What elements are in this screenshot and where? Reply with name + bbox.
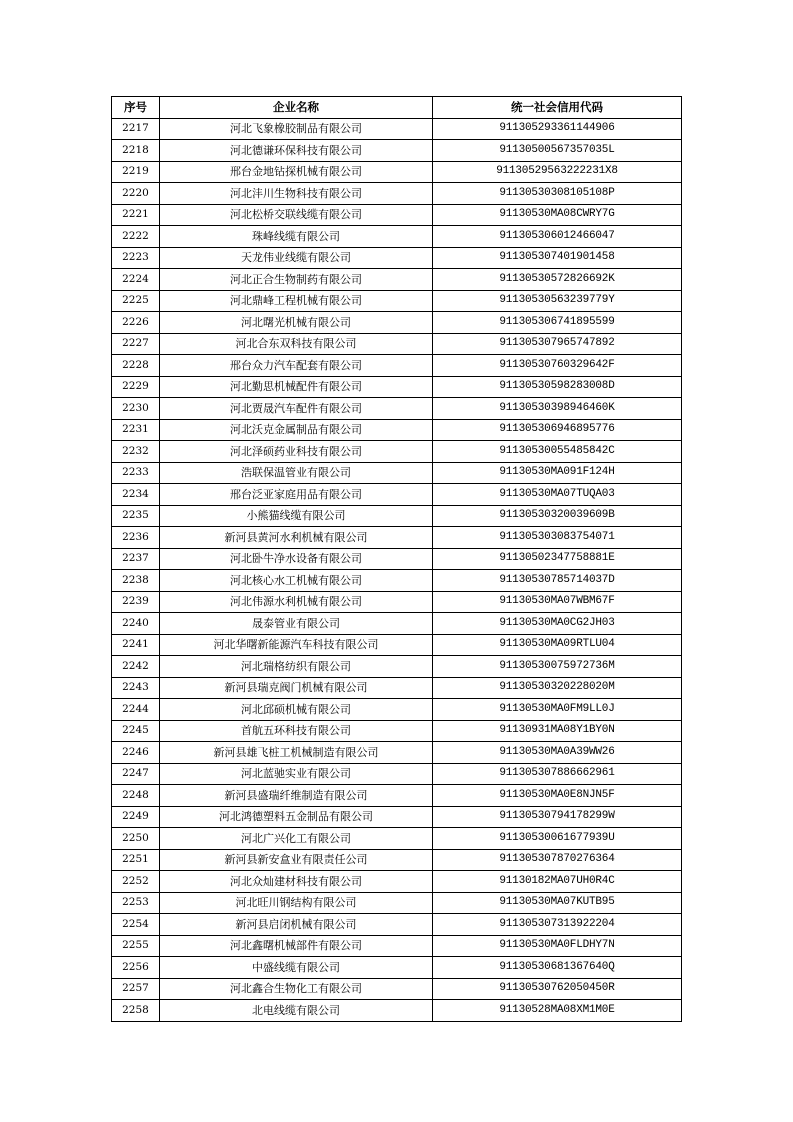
- serial-number-cell: 2242: [112, 656, 160, 678]
- table-row: [112, 828, 682, 850]
- serial-number-cell: 2217: [112, 118, 160, 140]
- credit-code-cell: 91130530320039609B: [433, 505, 682, 527]
- serial-number-cell: 2253: [112, 892, 160, 914]
- table-row: [112, 785, 682, 807]
- company-name-cell: 河北广兴化工有限公司: [160, 828, 433, 850]
- company-list-page: [111, 96, 681, 1022]
- table-row: [112, 548, 682, 570]
- serial-number-cell: 2227: [112, 333, 160, 355]
- header-serial-number: 序号: [112, 97, 160, 119]
- serial-number-cell: 2252: [112, 871, 160, 893]
- serial-number-cell: 2235: [112, 505, 160, 527]
- company-table: [111, 96, 682, 1022]
- serial-number-cell: 2241: [112, 634, 160, 656]
- serial-number-cell: 2234: [112, 484, 160, 506]
- table-row: [112, 355, 682, 377]
- company-name-cell: 河北旺川钢结构有限公司: [160, 892, 433, 914]
- company-name-cell: 河北合东双科技有限公司: [160, 333, 433, 355]
- table-row: [112, 204, 682, 226]
- credit-code-cell: 911305307313922204: [433, 914, 682, 936]
- table-row: [112, 699, 682, 721]
- table-row: [112, 871, 682, 893]
- credit-code-cell: 91130530MA0FM9LL0J: [433, 699, 682, 721]
- company-name-cell: 河北贾晟汽车配件有限公司: [160, 398, 433, 420]
- company-name-cell: 北电线缆有限公司: [160, 1000, 433, 1022]
- credit-code-cell: 91130530563239779Y: [433, 290, 682, 312]
- credit-code-cell: 91130500567357035L: [433, 140, 682, 162]
- credit-code-cell: 91130530MA07TUQA03: [433, 484, 682, 506]
- serial-number-cell: 2243: [112, 677, 160, 699]
- credit-code-cell: 91130530MA08CWRY7G: [433, 204, 682, 226]
- company-name-cell: 河北众灿建材科技有限公司: [160, 871, 433, 893]
- credit-code-cell: 91130530762050450R: [433, 978, 682, 1000]
- table-row: [112, 226, 682, 248]
- credit-code-cell: 91130530MA07KUTB95: [433, 892, 682, 914]
- table-row: [112, 118, 682, 140]
- company-name-cell: 河北曙光机械有限公司: [160, 312, 433, 334]
- credit-code-cell: 91130529563222231X8: [433, 161, 682, 183]
- company-name-cell: 河北正合生物制药有限公司: [160, 269, 433, 291]
- company-name-cell: 河北瑞格纺织有限公司: [160, 656, 433, 678]
- credit-code-cell: 911305307870276364: [433, 849, 682, 871]
- company-name-cell: 珠峰线缆有限公司: [160, 226, 433, 248]
- serial-number-cell: 2237: [112, 548, 160, 570]
- table-row: [112, 419, 682, 441]
- credit-code-cell: 91130530MA09RTLU04: [433, 634, 682, 656]
- company-name-cell: 小熊猫线缆有限公司: [160, 505, 433, 527]
- credit-code-cell: 91130528MA08XM1M0E: [433, 1000, 682, 1022]
- table-row: [112, 935, 682, 957]
- credit-code-cell: 91130530MA0E8NJN5F: [433, 785, 682, 807]
- company-name-cell: 河北邱硕机械有限公司: [160, 699, 433, 721]
- credit-code-cell: 911305307401901458: [433, 247, 682, 269]
- company-name-cell: 河北核心水工机械有限公司: [160, 570, 433, 592]
- serial-number-cell: 2240: [112, 613, 160, 635]
- serial-number-cell: 2222: [112, 226, 160, 248]
- serial-number-cell: 2236: [112, 527, 160, 549]
- company-name-cell: 河北伟源水利机械有限公司: [160, 591, 433, 613]
- table-body: [112, 118, 682, 1021]
- serial-number-cell: 2226: [112, 312, 160, 334]
- serial-number-cell: 2219: [112, 161, 160, 183]
- table-row: [112, 957, 682, 979]
- credit-code-cell: 91130530MA07WBM67F: [433, 591, 682, 613]
- company-name-cell: 河北鸿德塑料五金制品有限公司: [160, 806, 433, 828]
- credit-code-cell: 911305306946895776: [433, 419, 682, 441]
- company-name-cell: 河北蓝驰实业有限公司: [160, 763, 433, 785]
- company-name-cell: 新河县盛瑞纤维制造有限公司: [160, 785, 433, 807]
- credit-code-cell: 91130530681367640Q: [433, 957, 682, 979]
- company-name-cell: 晟泰管业有限公司: [160, 613, 433, 635]
- serial-number-cell: 2229: [112, 376, 160, 398]
- table-row: [112, 140, 682, 162]
- credit-code-cell: 91130530598283008D: [433, 376, 682, 398]
- company-name-cell: 河北卧牛净水设备有限公司: [160, 548, 433, 570]
- credit-code-cell: 911305306741895599: [433, 312, 682, 334]
- company-name-cell: 河北沃克金属制品有限公司: [160, 419, 433, 441]
- company-name-cell: 河北勤思机械配件有限公司: [160, 376, 433, 398]
- serial-number-cell: 2254: [112, 914, 160, 936]
- credit-code-cell: 91130530760329642F: [433, 355, 682, 377]
- table-row: [112, 505, 682, 527]
- serial-number-cell: 2218: [112, 140, 160, 162]
- credit-code-cell: 91130530572826692K: [433, 269, 682, 291]
- company-name-cell: 河北泽硕药业科技有限公司: [160, 441, 433, 463]
- serial-number-cell: 2223: [112, 247, 160, 269]
- table-row: [112, 527, 682, 549]
- credit-code-cell: 91130530MA0CG2JH03: [433, 613, 682, 635]
- company-name-cell: 河北鑫曙机械部件有限公司: [160, 935, 433, 957]
- company-name-cell: 邢台众力汽车配套有限公司: [160, 355, 433, 377]
- company-name-cell: 天龙伟业线缆有限公司: [160, 247, 433, 269]
- table-row: [112, 398, 682, 420]
- table-row: [112, 849, 682, 871]
- header-company-name: 企业名称: [160, 97, 433, 119]
- serial-number-cell: 2245: [112, 720, 160, 742]
- table-row: [112, 720, 682, 742]
- company-name-cell: 中盛线缆有限公司: [160, 957, 433, 979]
- credit-code-cell: 91130931MA08Y1BY0N: [433, 720, 682, 742]
- credit-code-cell: 911305307886662961: [433, 763, 682, 785]
- company-name-cell: 新河县新安盒业有限责任公司: [160, 849, 433, 871]
- serial-number-cell: 2251: [112, 849, 160, 871]
- credit-code-cell: 91130530075972736M: [433, 656, 682, 678]
- serial-number-cell: 2238: [112, 570, 160, 592]
- table-row: [112, 183, 682, 205]
- company-name-cell: 浩联保温管业有限公司: [160, 462, 433, 484]
- credit-code-cell: 911305293361144906: [433, 118, 682, 140]
- table-row: [112, 763, 682, 785]
- table-row: [112, 656, 682, 678]
- company-name-cell: 河北飞象橡胶制品有限公司: [160, 118, 433, 140]
- table-row: [112, 742, 682, 764]
- serial-number-cell: 2247: [112, 763, 160, 785]
- company-name-cell: 河北松桥交联线缆有限公司: [160, 204, 433, 226]
- serial-number-cell: 2233: [112, 462, 160, 484]
- credit-code-cell: 91130530061677939U: [433, 828, 682, 850]
- company-name-cell: 河北鼎峰工程机械有限公司: [160, 290, 433, 312]
- table-header-row: [112, 97, 682, 119]
- table-row: [112, 1000, 682, 1022]
- credit-code-cell: 911305303083754071: [433, 527, 682, 549]
- table-row: [112, 161, 682, 183]
- credit-code-cell: 91130530MA0A39WW26: [433, 742, 682, 764]
- serial-number-cell: 2224: [112, 269, 160, 291]
- credit-code-cell: 91130530055485842C: [433, 441, 682, 463]
- serial-number-cell: 2220: [112, 183, 160, 205]
- credit-code-cell: 911305306012466047: [433, 226, 682, 248]
- serial-number-cell: 2230: [112, 398, 160, 420]
- serial-number-cell: 2225: [112, 290, 160, 312]
- table-row: [112, 570, 682, 592]
- company-name-cell: 首航五环科技有限公司: [160, 720, 433, 742]
- table-row: [112, 806, 682, 828]
- company-name-cell: 新河县雄飞桩工机械制造有限公司: [160, 742, 433, 764]
- table-row: [112, 484, 682, 506]
- table-row: [112, 677, 682, 699]
- table-row: [112, 634, 682, 656]
- serial-number-cell: 2256: [112, 957, 160, 979]
- table-row: [112, 591, 682, 613]
- table-row: [112, 914, 682, 936]
- table-row: [112, 247, 682, 269]
- table-row: [112, 462, 682, 484]
- credit-code-cell: 91130530398946460K: [433, 398, 682, 420]
- serial-number-cell: 2249: [112, 806, 160, 828]
- company-name-cell: 河北鑫合生物化工有限公司: [160, 978, 433, 1000]
- serial-number-cell: 2246: [112, 742, 160, 764]
- credit-code-cell: 911305307965747892: [433, 333, 682, 355]
- table-row: [112, 978, 682, 1000]
- table-row: [112, 312, 682, 334]
- table-row: [112, 376, 682, 398]
- serial-number-cell: 2258: [112, 1000, 160, 1022]
- table-row: [112, 333, 682, 355]
- company-name-cell: 邢台金地钻探机械有限公司: [160, 161, 433, 183]
- serial-number-cell: 2257: [112, 978, 160, 1000]
- credit-code-cell: 91130182MA07UH0R4C: [433, 871, 682, 893]
- credit-code-cell: 91130530308105108P: [433, 183, 682, 205]
- company-name-cell: 河北华曙新能源汽车科技有限公司: [160, 634, 433, 656]
- serial-number-cell: 2244: [112, 699, 160, 721]
- serial-number-cell: 2239: [112, 591, 160, 613]
- serial-number-cell: 2248: [112, 785, 160, 807]
- serial-number-cell: 2232: [112, 441, 160, 463]
- table-row: [112, 441, 682, 463]
- credit-code-cell: 91130530785714037D: [433, 570, 682, 592]
- credit-code-cell: 91130530MA091F124H: [433, 462, 682, 484]
- serial-number-cell: 2228: [112, 355, 160, 377]
- serial-number-cell: 2250: [112, 828, 160, 850]
- company-name-cell: 新河县黄河水利机械有限公司: [160, 527, 433, 549]
- credit-code-cell: 91130502347758881E: [433, 548, 682, 570]
- serial-number-cell: 2255: [112, 935, 160, 957]
- company-name-cell: 新河县启闭机械有限公司: [160, 914, 433, 936]
- table-row: [112, 269, 682, 291]
- credit-code-cell: 91130530320228020M: [433, 677, 682, 699]
- table-row: [112, 290, 682, 312]
- table-row: [112, 892, 682, 914]
- company-name-cell: 河北德谦环保科技有限公司: [160, 140, 433, 162]
- company-name-cell: 新河县瑞克阀门机械有限公司: [160, 677, 433, 699]
- credit-code-cell: 91130530794178299W: [433, 806, 682, 828]
- serial-number-cell: 2231: [112, 419, 160, 441]
- table-row: [112, 613, 682, 635]
- serial-number-cell: 2221: [112, 204, 160, 226]
- company-name-cell: 邢台泛亚家庭用品有限公司: [160, 484, 433, 506]
- company-name-cell: 河北沣川生物科技有限公司: [160, 183, 433, 205]
- credit-code-cell: 91130530MA0FLDHY7N: [433, 935, 682, 957]
- header-credit-code: 统一社会信用代码: [433, 97, 682, 119]
